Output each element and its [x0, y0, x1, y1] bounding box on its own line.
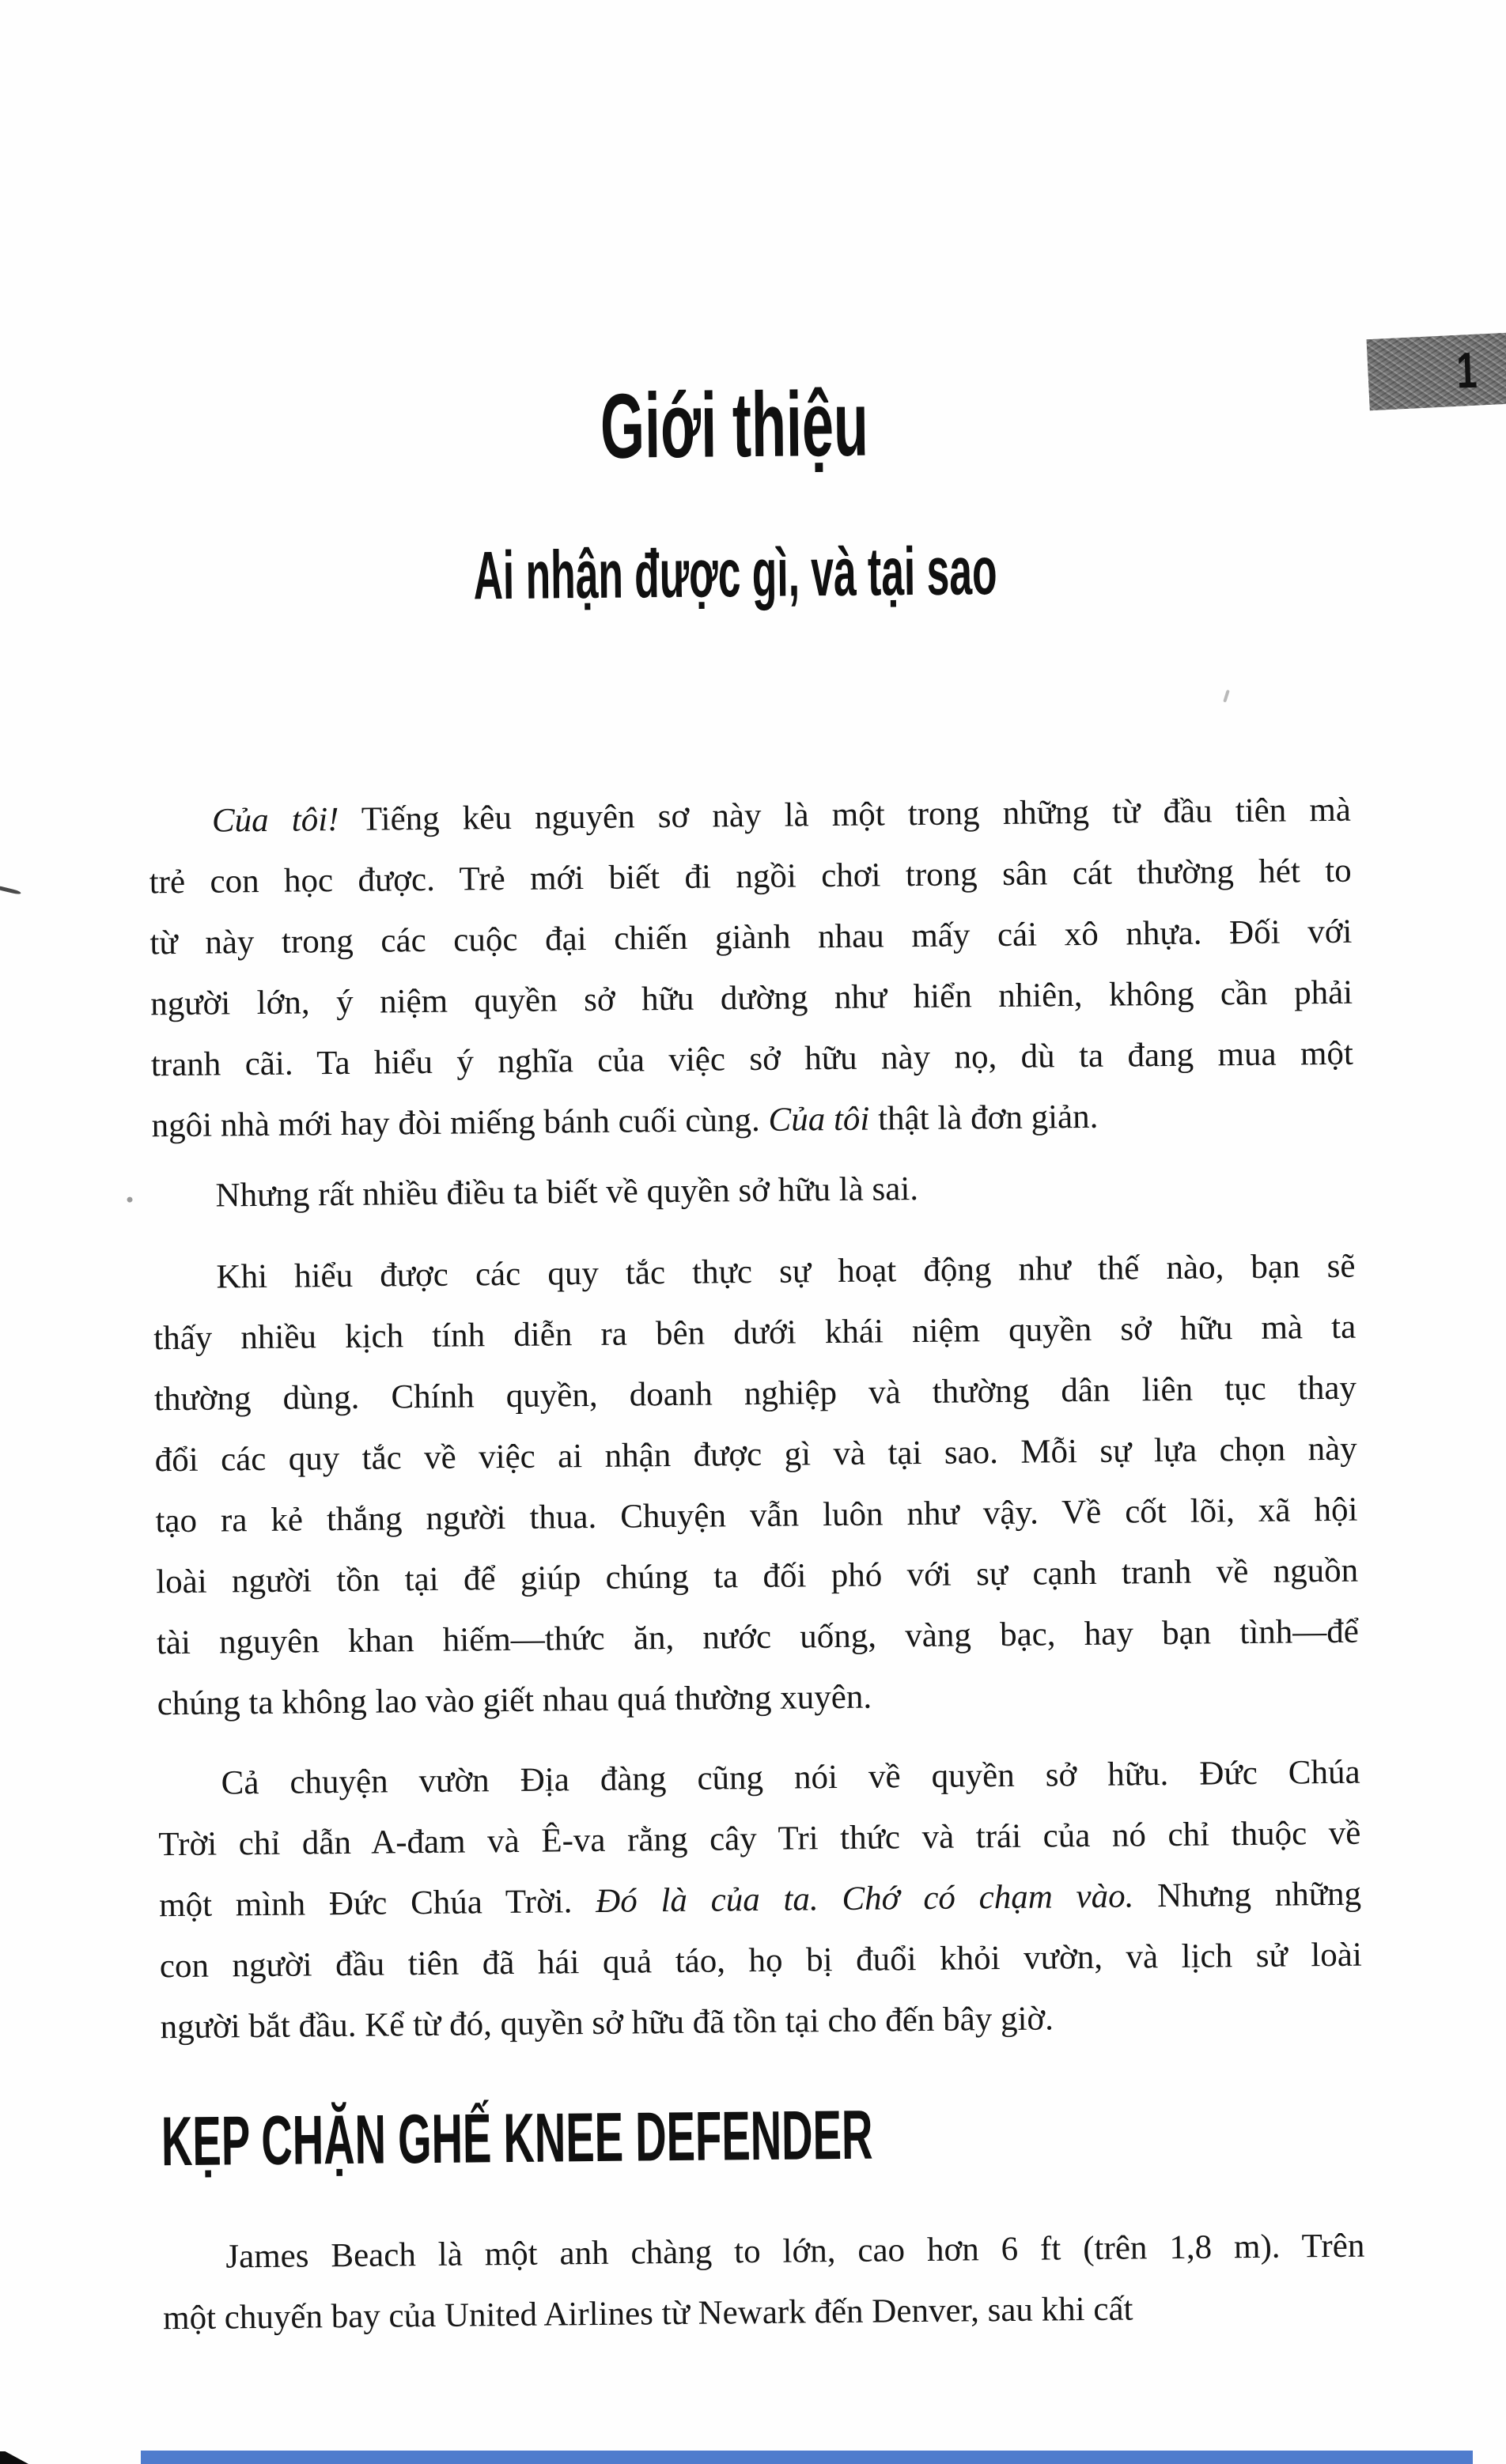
paragraph: [152, 1155, 1355, 1227]
text-line: Của tôi! Tiếng kêu nguyên sơ này là một trong những từ đầu tiên mà: [211, 791, 1352, 840]
body-text: [149, 780, 1366, 2349]
text-line: đổi các quy tắc về việc ai nhận được gì và tại sao. Mỗi sự lựa chọn này: [154, 1430, 1357, 1480]
text-line: thấy nhiều kịch tính diễn ra bên dưới khái niệm quyền sở hữu mà ta: [153, 1308, 1357, 1358]
section-heading: [161, 2083, 1364, 2190]
text-line: tạo ra kẻ thắng người thua. Chuyện vẫn luôn như vậy. Về cốt lõi, xã hội: [155, 1491, 1358, 1540]
text-line: loài người tồn tại để giúp chúng ta đối phó với sự cạnh tranh về nguồn: [155, 1551, 1359, 1601]
text-line: Cả chuyện vườn Địa đàng cũng nói về quyền sở hữu. Đức Chúa: [221, 1753, 1360, 1802]
text-line: từ này trong các cuộc đại chiến giành nhau mấy cái xô nhựa. Đối với: [149, 913, 1353, 962]
text-line: Nhưng rất nhiều điều ta biết về quyền sở hữu là sai.: [215, 1170, 919, 1215]
text-line: James Beach là một anh chàng to lớn, cao hơn 6 ft (trên 1,8 m). Trên: [225, 2227, 1365, 2276]
text-line: con người đầu tiên đã hái quả táo, họ bị đuổi khỏi vườn, và lịch sử loài: [159, 1936, 1363, 1986]
reading-progress-bar[interactable]: [141, 2451, 1473, 2464]
section-heading-text: KẸP CHẶN GHẾ KNEE DEFENDER: [161, 2095, 873, 2181]
text-line: người lớn, ý niệm quyền sở hữu dường như hiển nhiên, không cần phải: [149, 973, 1353, 1023]
paragraph: [149, 780, 1354, 1157]
text-line: Khi hiểu được các quy tắc thực sự hoạt động như thế nào, bạn sẽ: [216, 1247, 1356, 1296]
text-line: tranh cãi. Ta hiểu ý nghĩa của việc sở hữu này nọ, dù ta đang mua một: [150, 1034, 1354, 1084]
text-line: thường dùng. Chính quyền, doanh nghiệp và thường dân liên tục thay: [153, 1369, 1357, 1419]
text-line: ngôi nhà mới hay đòi miếng bánh cuối cùng. Của tôi thật là đơn giản.: [151, 1098, 1099, 1145]
text-line: chúng ta không lao vào giết nhau quá thường xuyên.: [157, 1678, 872, 1723]
text-line: một chuyến bay của United Airlines từ Newark đến Denver, sau khi cất: [162, 2290, 1133, 2337]
scan-artifact-dash: [0, 885, 21, 895]
scan-artifact-dot: [127, 1197, 133, 1203]
paragraph: [162, 2216, 1365, 2349]
page-subtitle: Ai nhận được gì, và tại sao: [473, 533, 998, 614]
chapter-number-badge: [1367, 332, 1506, 410]
text-line: người bắt đầu. Kể từ đó, quyền sở hữu đã tồn tại cho đến bây giờ.: [160, 2000, 1054, 2046]
page-title: Giới thiệu: [600, 372, 869, 478]
paragraph: [153, 1236, 1360, 1735]
text-line: trẻ con học được. Trẻ mới biết đi ngồi chơi trong sân cát thường hét to: [149, 852, 1352, 901]
text-line: một mình Đức Chúa Trời. Đó là của ta. Chớ có chạm vào. Nhưng những: [158, 1875, 1362, 1925]
scan-artifact-tick: [1223, 690, 1230, 702]
text-line: Trời chỉ dẫn A-đam và Ê-va rằng cây Tri thức và trái của nó chỉ thuộc về: [158, 1814, 1361, 1864]
chapter-number: 1: [1455, 341, 1478, 399]
paragraph: [157, 1742, 1363, 2058]
text-line: tài nguyên khan hiếm—thức ăn, nước uống, vàng bạc, hay bạn tình—để: [156, 1612, 1360, 1662]
